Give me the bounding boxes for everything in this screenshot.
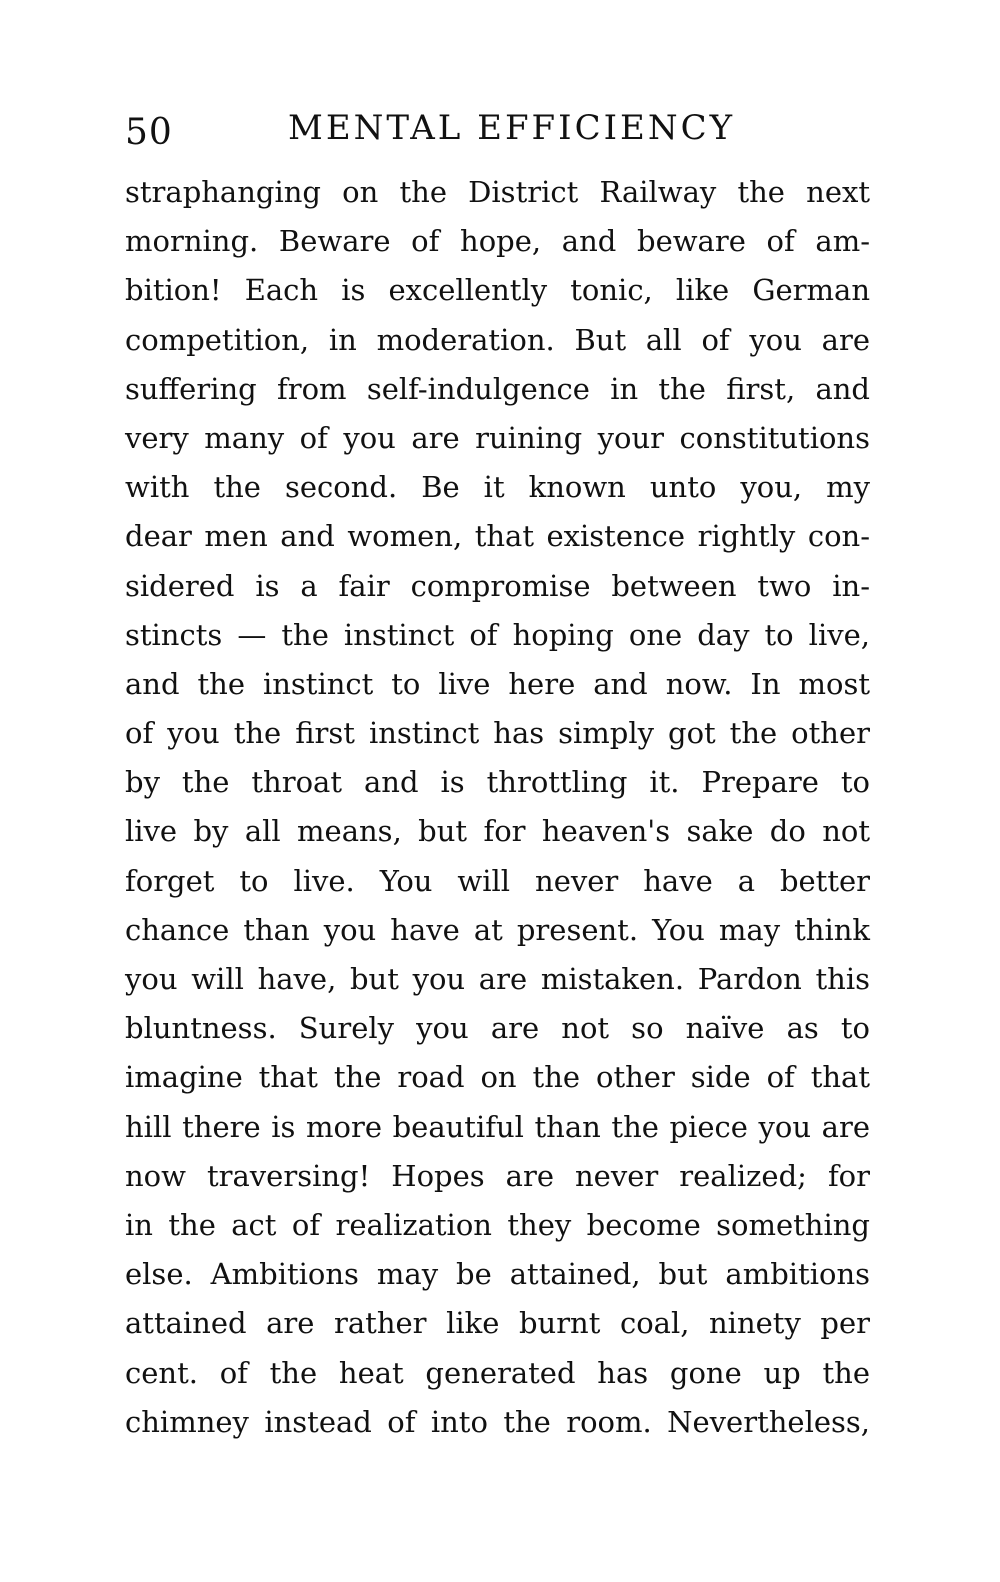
text-line: suffering from self-indulgence in the first, and	[125, 371, 870, 406]
text-line: competition, in moderation. But all of you are	[125, 322, 870, 357]
body-text	[125, 168, 870, 1447]
text-line: very many of you are ruining your constitutions	[125, 420, 870, 455]
text-line: in the act of realization they become something	[125, 1207, 870, 1242]
text-line: now traversing! Hopes are never realized; for	[125, 1158, 870, 1193]
text-line: chance than you have at present. You may think	[125, 912, 870, 947]
text-line: with the second. Be it known unto you, my	[125, 470, 870, 505]
running-title: MENTAL EFFICIENCY	[288, 108, 736, 148]
text-line: morning. Beware of hope, and beware of am-	[125, 224, 870, 259]
text-line: attained are rather like burnt coal, ninety per	[125, 1306, 870, 1341]
text-line: and the instinct to live here and now. In most	[125, 666, 870, 701]
text-line: bition! Each is excellently tonic, like German	[125, 273, 870, 308]
text-line: else. Ambitions may be attained, but ambitions	[125, 1257, 870, 1292]
text-line: bluntness. Surely you are not so naïve as to	[125, 1011, 870, 1046]
text-line: hill there is more beautiful than the piece you are	[125, 1109, 870, 1144]
text-line: straphanging on the District Railway the next	[125, 175, 870, 209]
text-line: live by all means, but for heaven's sake do not	[125, 814, 870, 849]
text-line: imagine that the road on the other side of that	[125, 1060, 870, 1095]
text-line: cent. of the heat generated has gone up the	[125, 1355, 870, 1390]
text-line: dear men and women, that existence rightly con-	[125, 519, 870, 554]
text-line: stincts — the instinct of hoping one day to live,	[125, 617, 870, 652]
page-number: 50	[125, 112, 173, 153]
running-head	[125, 108, 870, 158]
text-line: by the throat and is throttling it. Prepare to	[125, 765, 870, 800]
text-line: chimney instead of into the room. Nevertheless,	[125, 1404, 870, 1439]
text-line: you will have, but you are mistaken. Pardon this	[125, 962, 870, 996]
text-line: of you the first instinct has simply got the other	[125, 716, 870, 751]
text-line: forget to live. You will never have a better	[125, 863, 870, 898]
text-line: sidered is a fair compromise between two in-	[125, 568, 870, 603]
